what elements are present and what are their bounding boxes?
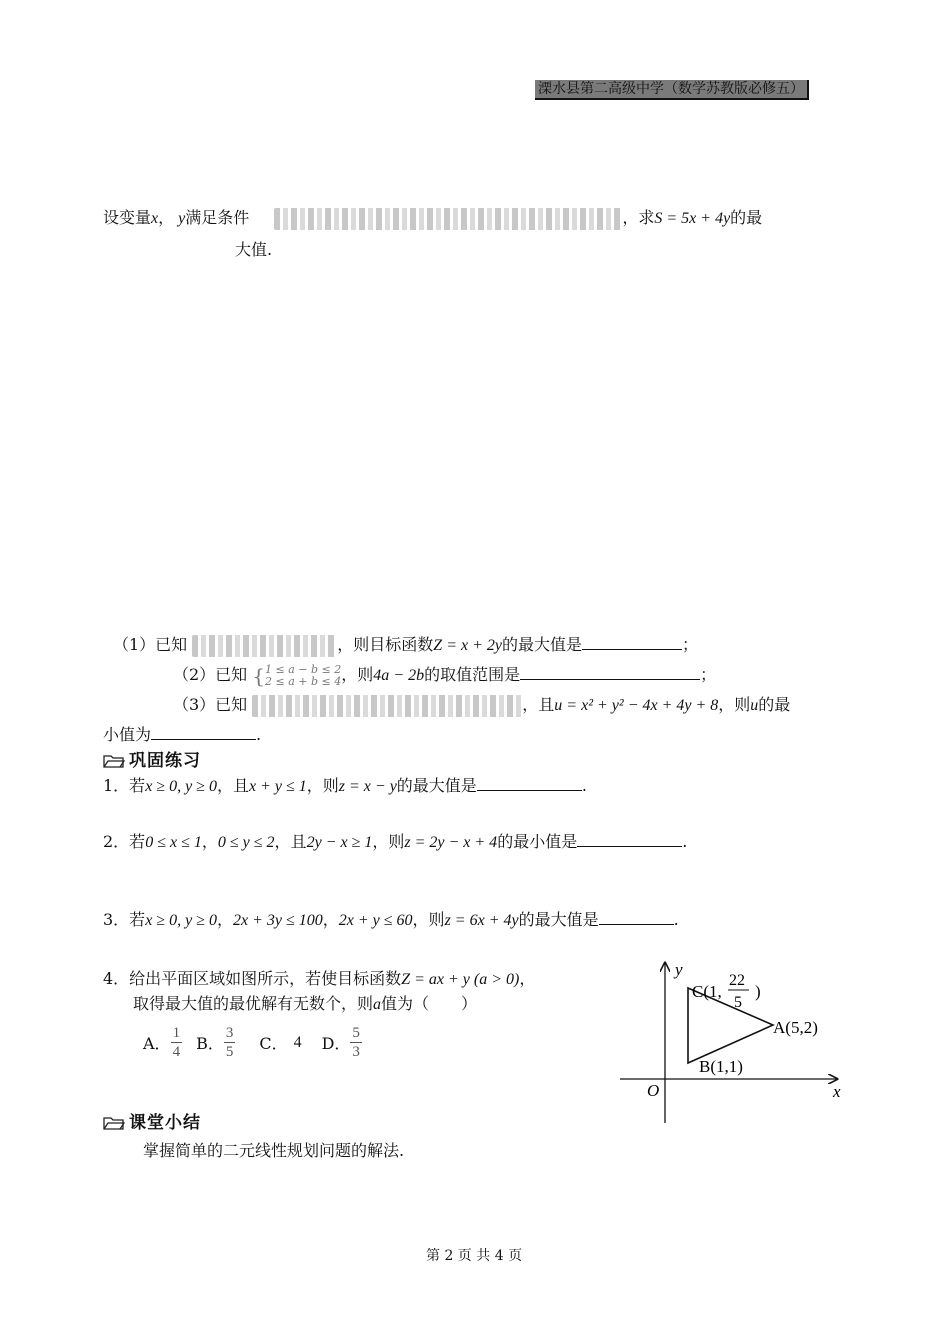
fraction: $\frac{1}{4}$ — [172, 1025, 181, 1060]
point-b-label: B(1,1) — [699, 1057, 743, 1076]
point-a-label: A(5,2) — [773, 1018, 818, 1037]
problem-intro-line2: 大值. — [235, 240, 273, 259]
brace-icon: { — [252, 663, 266, 688]
answer-blank-q1[interactable] — [477, 776, 582, 791]
answer-blank-3[interactable] — [151, 725, 256, 740]
point-c-numerator: 22 — [729, 972, 745, 989]
feasible-region-graph — [615, 955, 850, 1130]
sub-problem-1: （1）已知 ，则目标函数Z = x + 2y的最大值是 ； — [113, 632, 698, 657]
option-d[interactable]: D． $\frac{5}{3}$ — [321, 1025, 360, 1060]
practice-question-4-line2: 取得最大值的最优解有无数个，则a值为（ ） — [133, 994, 478, 1013]
sub-problem-3: （3）已知 ，且u = x² + y² − 4x + 4y + 8，则u的最 — [173, 692, 790, 717]
page-footer: 第 2 页 共 4 页 — [426, 1248, 523, 1264]
fraction: $\frac{5}{3}$ — [352, 1025, 360, 1060]
blurred-system-3 — [252, 695, 522, 717]
folder-icon — [103, 753, 125, 769]
origin-label: O — [647, 1081, 660, 1100]
point-c-denominator: 5 — [734, 994, 742, 1011]
practice-question-1: 1．若x ≥ 0, y ≥ 0，且x + y ≤ 1，则z = x − y的最大值是 . — [103, 776, 587, 795]
document-header: 溧水县第二高级中学（数学苏教版必修五） — [535, 80, 809, 100]
practice-question-3: 3．若x ≥ 0, y ≥ 0，2x + 3y ≤ 100，2x + y ≤ 60，则z = 6x + 4y的最大值是 . — [103, 910, 679, 929]
system-2: 1 ≤ a − b ≤ 2 2 ≤ a + b ≤ 4 — [265, 662, 342, 688]
summary-heading: 课堂小结 — [103, 1108, 201, 1133]
point-c-label: C(1, — [692, 982, 722, 1001]
problem-intro-line1: 设变量x， y满足条件 ，求S = 5x + 4y的最 — [103, 205, 762, 230]
practice-heading: 巩固练习 — [103, 746, 201, 771]
option-a[interactable]: A． $\frac{1}{4}$ — [143, 1025, 181, 1060]
blurred-system-1 — [192, 635, 337, 657]
practice-question-4: 4．给出平面区域如图所示，若使目标函数Z = ax + y (a > 0)， — [103, 969, 536, 988]
x-axis-label: x — [833, 1082, 841, 1101]
option-b[interactable]: B． $\frac{3}{5}$ — [196, 1025, 234, 1060]
answer-blank-q3[interactable] — [599, 910, 674, 925]
sub-problem-3-line2: 小值为 . — [103, 725, 262, 744]
answer-blank-2[interactable] — [520, 665, 700, 680]
folder-icon — [103, 1115, 125, 1131]
answer-blank-q2[interactable] — [577, 832, 682, 847]
fraction: $\frac{3}{5}$ — [225, 1025, 234, 1060]
option-c[interactable]: C． 4 — [259, 1033, 302, 1053]
point-c-suffix: ) — [755, 982, 761, 1001]
q4-options — [143, 1024, 362, 1061]
blurred-constraints — [274, 208, 622, 230]
sub-problem-2: （2）已知 { 1 ≤ a − b ≤ 2 2 ≤ a + b ≤ 4 ，则4a − 2b的取值范围是 ； — [173, 662, 717, 688]
y-axis-label: y — [675, 960, 683, 979]
summary-text: 掌握简单的二元线性规划问题的解法. — [143, 1141, 405, 1160]
practice-question-2: 2．若0 ≤ x ≤ 1，0 ≤ y ≤ 2，且2y − x ≥ 1，则z = 2y − x + 4的最小值是 . — [103, 832, 688, 851]
answer-blank-1[interactable] — [582, 635, 682, 650]
